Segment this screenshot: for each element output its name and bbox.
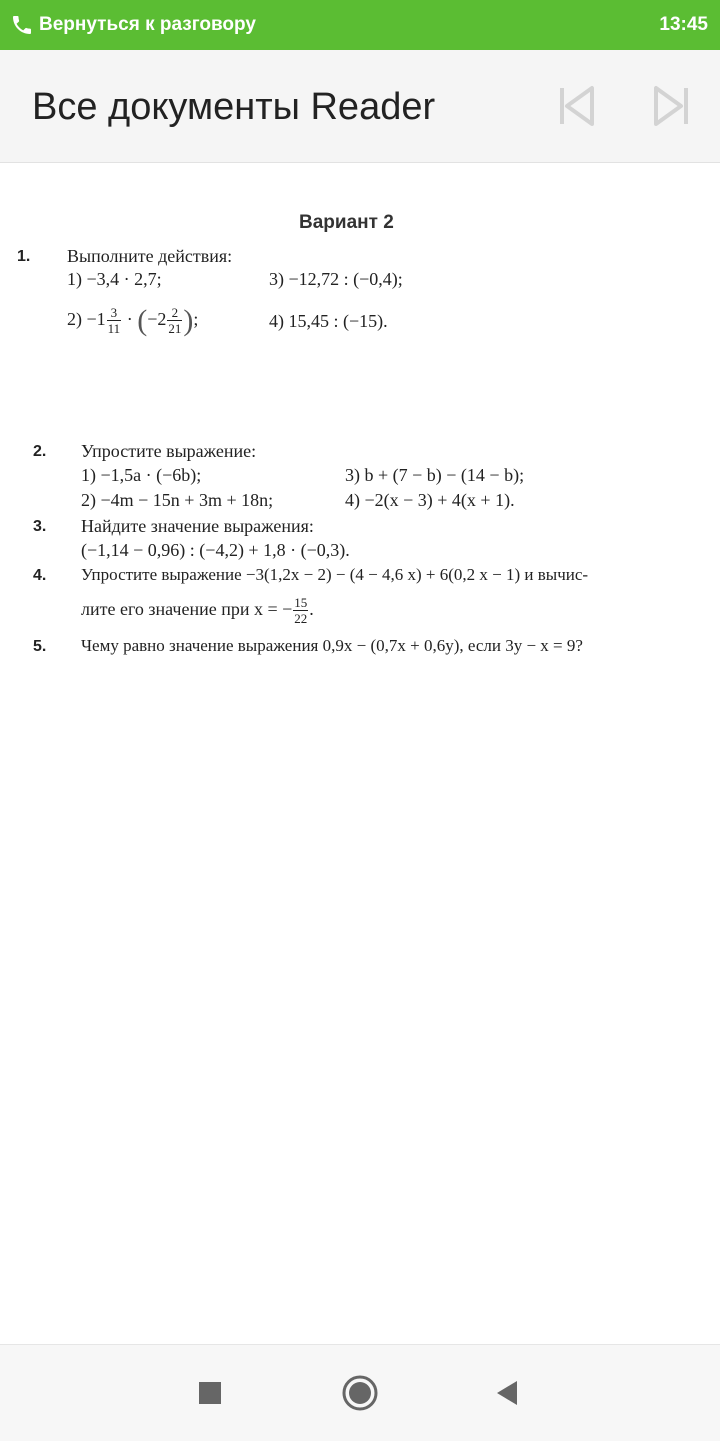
task-number: 3. bbox=[33, 518, 47, 535]
document-page bbox=[0, 163, 720, 1343]
fraction bbox=[293, 595, 308, 626]
task-item: 1) −1,5a · (−6b); bbox=[81, 465, 202, 485]
expression-part: · bbox=[126, 309, 133, 329]
return-to-call-link[interactable]: Вернуться к разговору bbox=[39, 14, 256, 35]
task-line: (−1,14 − 0,96) : (−4,2) + 1,8 · (−0,3). bbox=[81, 540, 350, 560]
task-number: 1. bbox=[17, 248, 31, 265]
task-item: 4) 15,45 : (−15). bbox=[269, 311, 388, 331]
fraction bbox=[107, 305, 122, 336]
expression-part: . bbox=[309, 599, 314, 619]
skip-previous-icon[interactable] bbox=[557, 84, 595, 128]
expression-part: ; bbox=[193, 309, 199, 329]
fraction-numerator: 3 bbox=[110, 305, 118, 321]
variant-heading: Вариант 2 bbox=[299, 212, 394, 233]
task-text: Найдите значение выражения: bbox=[81, 516, 314, 536]
fraction bbox=[167, 305, 182, 336]
task-number: 2. bbox=[33, 443, 47, 460]
right-paren: ) bbox=[183, 303, 194, 337]
task-number: 4. bbox=[33, 567, 47, 584]
fraction-numerator: 15 bbox=[294, 595, 308, 611]
task-text: Выполните действия: bbox=[67, 246, 233, 266]
task-item: 3) b + (7 − b) − (14 − b); bbox=[345, 465, 525, 485]
task-item: 1) −3,4 · 2,7; bbox=[67, 269, 162, 289]
task-item-fraction bbox=[67, 295, 198, 343]
phone-icon bbox=[10, 13, 34, 37]
page-title: Все документы Reader bbox=[32, 86, 436, 128]
status-bar bbox=[0, 0, 720, 50]
app-bar bbox=[0, 50, 720, 163]
circle-home-icon[interactable] bbox=[340, 1373, 380, 1413]
square-recents-icon[interactable] bbox=[190, 1373, 230, 1413]
task-text: Чему равно значение выражения 0,9x − (0,7x + 0,6y), если 3y − x = 9? bbox=[81, 636, 583, 655]
task-item: 2) −4m − 15n + 3m + 18n; bbox=[81, 490, 274, 510]
triangle-back-icon[interactable] bbox=[487, 1373, 527, 1413]
task-item: 3) −12,72 : (−0,4); bbox=[269, 269, 403, 289]
fraction-numerator: 2 bbox=[171, 305, 179, 321]
expression-part: 2) −1 bbox=[67, 309, 106, 329]
expression-part: −2 bbox=[147, 309, 167, 329]
clock: 13:45 bbox=[659, 14, 708, 35]
fraction-denominator: 22 bbox=[294, 611, 308, 627]
skip-next-icon[interactable] bbox=[653, 84, 691, 128]
fraction-denominator: 21 bbox=[168, 321, 182, 337]
expression-part: лите его значение при x = − bbox=[81, 599, 293, 619]
task-text: Упростите выражение −3(1,2x − 2) − (4 − 4,6 x) + 6(0,2 x − 1) и вычис- bbox=[81, 565, 589, 584]
task-text: Упростите выражение: bbox=[81, 441, 257, 461]
task-item: 4) −2(x − 3) + 4(x + 1). bbox=[345, 490, 515, 510]
left-paren: ( bbox=[137, 303, 148, 337]
system-nav-bar bbox=[0, 1344, 720, 1441]
task-number: 5. bbox=[33, 638, 47, 655]
fraction-denominator: 11 bbox=[107, 321, 121, 337]
task-line-fraction bbox=[81, 589, 314, 629]
